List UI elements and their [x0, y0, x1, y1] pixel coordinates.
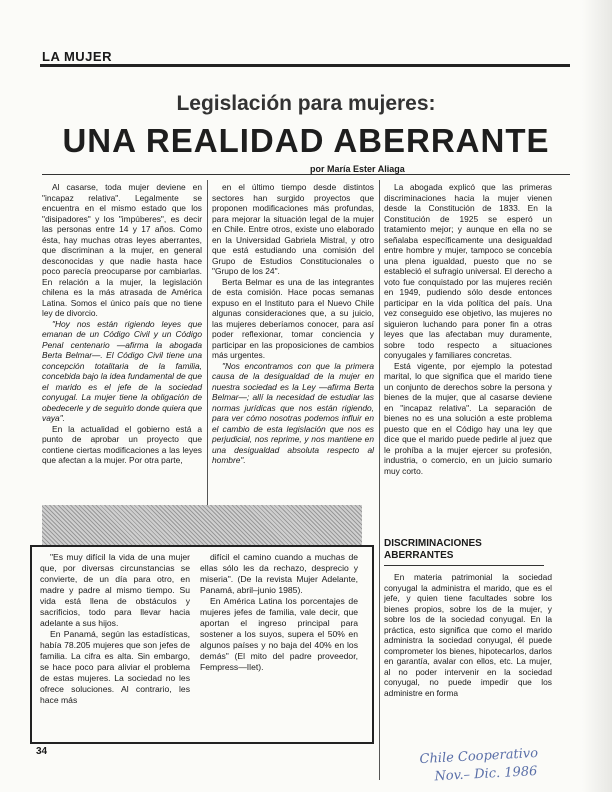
section-heading: DISCRIMINACIONES ABERRANTES [384, 538, 482, 561]
paragraph: En la actualidad el gobierno está a punto de aprobar un proyecto que contiene ciertas modificaciones a las leyes que afectan a la mujer. Por otra parte, [42, 423, 202, 465]
paragraph: "Hoy nos están rigiendo leyes que emanan de un Código Civil y un Código Penal centenario —afirma la abogada Berta Belmar—. El Código Civil tiene una concepción totalitaria de la familia, concebida bajo la idea fundamental de que el marido es el jefe de la sociedad conyugal. La mujer tiene la obligación de obedecerle y de seguirlo donde quiera que vaya". [42, 318, 202, 423]
inset-column-2 [200, 552, 358, 673]
column-3-continued [384, 572, 552, 698]
handwritten-note [419, 745, 539, 787]
column-divider [379, 180, 380, 780]
paragraph: en el último tiempo desde distintos sectores han surgido proyectos que proponen modificaciones más profundas, para mejorar la situación legal de la mujer en Chile. Entre otros, existe uno elaborado en la Universidad Gabriela Mistral, y otro que está estudiando una comisión del Grupo de Estudios Constitucionales o "Grupo de los 24". [212, 182, 374, 276]
article-subtitle: Legislación para mujeres: [176, 92, 436, 115]
column-2 [212, 182, 374, 466]
handwritten-line: Nov.– Dic. 1986 [434, 763, 538, 785]
byline: por María Ester Aliaga [310, 164, 405, 174]
column-divider [207, 180, 208, 510]
column-1 [42, 182, 202, 466]
article-title: UNA REALIDAD ABERRANTE [62, 122, 550, 159]
section-label: LA MUJER [42, 49, 112, 64]
paragraph: "Nos encontramos con que la primera causa de la desigualdad de la mujer en nuestra sociedad es la Ley —afirma Berta Belmar—; allí la necesidad de estudiar las normas jurídicas que nos están rigiendo, para ver cómo nosotras podemos influir en el cambio de esta legislación que nos es perjudicial, nos reprime, y nos mantiene en una desigualdad absoluta respecto al hombre". [212, 360, 374, 465]
photo-placeholder [42, 505, 362, 545]
paragraph: La abogada explicó que las primeras discriminaciones hacia la mujer vienen desde la Constitución de 1833. En la Constitución de 1925 se esperó un tratamiento mejor; y aunque en ella no se señalaba específicamente una desigualdad entre hombre y mujer, tampoco se concebía una plena igualdad, puesto que no se estableció el sufragio universal. El derecho a voto fue conquistado por las mujeres recién en 1949, pudiendo sólo desde entonces participar en la vida política del país. Una vez conseguido ese objetivo, las mujeres no siguieron luchando para poner fin a otras leyes que las afectaban muy duramente, sobre todo respecto a situaciones conyugales y familiares concretas. [384, 182, 552, 360]
paragraph: "Es muy difícil la vida de una mujer que, por diversas circunstancias se convierte, de un día para otro, en madre y padre al mismo tiempo. Su vida está llena de obstáculos y sacrificios, todo para llevar hacia adelante a sus hijos. [40, 552, 190, 628]
paragraph: En materia patrimonial la sociedad conyugal la administra el marido, que es el jefe, y quien tiene facultades sobre los bienes propios, sobre los de la mujer, y sobre los de la sociedad conyugal. En la práctica, esto significa que como el marido administra la sociedad conyugal, él puede comprometer los bienes, hipotecarlos, darlos en garantía, avalar con ellos, etc. La mujer, al no poder intervenir en la sociedad conyugal, no puede impedir que los administre en forma [384, 572, 552, 698]
paragraph: Al casarse, toda mujer deviene en "incapaz relativa". Legalmente se encuentra en el mismo estado que los "disipadores" y los "impúberes", es decir las personas entre 14 y 17 años. Como ésta, hay muchas otras leyes aberrantes, que discriminan a la mujer, en general desconocidas y que nadie hasta hace poco parecía preocuparse por cambiarlas. En relación a la mujer, la legislación chilena es la más atrasada de América Latina. Somos el único país que no tiene ley de divorcio. [42, 182, 202, 318]
heading-rule [384, 565, 544, 566]
paragraph: En Panamá, según las estadísticas, había 78.205 mujeres que son jefes de familia. La cifra es alta. Sin embargo, se hace poco para aliviar el problema de estas mujeres. La sociedad no les ofrece soluciones. Al contrario, les hace más [40, 629, 190, 705]
scan-edge [582, 0, 612, 792]
handwritten-line: Chile Cooperativo [419, 745, 539, 768]
paragraph: En América Latina los porcentajes de mujeres jefes de familia, vale decir, que aportan el ingreso principal para sostener a los suyos, supera el 50% en algunos países y no baja del 40% en los demás" (El mito del padre proveedor, Fempress—Ilet). [200, 596, 358, 672]
section-rule [40, 64, 570, 67]
paragraph: Está vigente, por ejemplo la potestad marital, lo que significa que el marido tiene un conjunto de derechos sobre la persona y bienes de la mujer, que al casarse deviene en "incapaz relativa". La separación de bienes no es una solución a este problema puesto que en el Código hay una ley que dice que el marido puede pedirle al juez que le prohíba a la mujer ejercer su profesión, industria, o comercio, en un juicio sumario muy corto. [384, 360, 552, 476]
inset-column-1 [40, 552, 190, 706]
paragraph: Berta Belmar es una de las integrantes de esta comisión. Hace pocas semanas expuso en el Instituto para el Nuevo Chile algunas consideraciones que, a su juicio, las mujeres deberíamos conocer, para así poder reflexionar, tomar conciencia y participar en las proposiciones de cambios más urgentes. [212, 276, 374, 360]
page-number: 34 [36, 746, 48, 757]
column-3 [384, 182, 552, 476]
title-rule [42, 174, 570, 175]
paragraph: difícil el camino cuando a muchas de ellas sólo les da rechazo, desprecio y miseria". (De la revista Mujer Adelante, Panamá, abril–junio 1985). [200, 552, 358, 595]
